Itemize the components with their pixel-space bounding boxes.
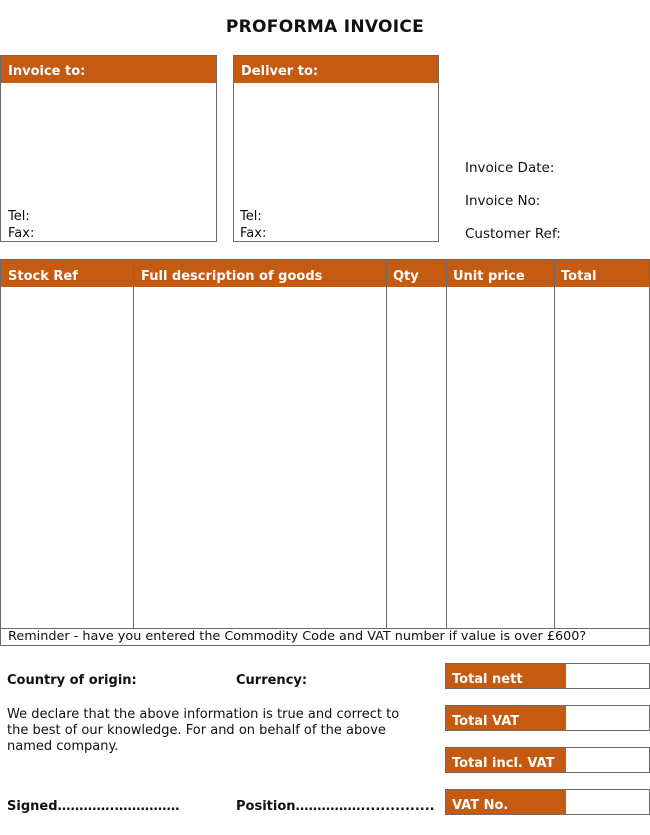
goods-table xyxy=(0,259,650,646)
column-divider xyxy=(386,260,387,628)
deliver-to-header: Deliver to: xyxy=(234,56,438,83)
page-title: PROFORMA INVOICE xyxy=(225,17,425,37)
column-header-unit-price: Unit price xyxy=(453,269,525,284)
invoice-to-box xyxy=(0,55,217,242)
signed-label: Signed………….…………… xyxy=(7,799,180,814)
declaration-text: We declare that the above information is true and correct to the best of our knowledge. For and on behalf of the above named company. xyxy=(7,707,400,754)
total-nett-label: Total nett xyxy=(446,664,566,688)
currency-label: Currency: xyxy=(236,673,308,688)
total-incl-vat-row xyxy=(445,747,650,773)
column-divider xyxy=(133,260,134,628)
column-header-description: Full description of goods xyxy=(141,269,323,284)
column-divider xyxy=(446,260,447,628)
deliver-to-box xyxy=(233,55,439,242)
country-of-origin-label: Country of origin: xyxy=(7,673,137,688)
total-nett-row xyxy=(445,663,650,689)
column-divider xyxy=(554,260,555,628)
total-vat-row xyxy=(445,705,650,731)
position-label: Position……………............... xyxy=(236,799,435,814)
vat-number-row xyxy=(445,789,650,815)
total-incl-vat-label: Total incl. VAT xyxy=(446,748,566,772)
invoice-number-label: Invoice No: xyxy=(465,193,541,209)
table-header-row xyxy=(1,260,649,287)
invoice-to-fax-label: Fax: xyxy=(8,226,35,241)
reminder-text: Reminder - have you entered the Commodity Code and VAT number if value is over £600? xyxy=(8,629,587,644)
customer-ref-label: Customer Ref: xyxy=(465,226,561,242)
invoice-to-tel-label: Tel: xyxy=(8,209,30,224)
deliver-to-tel-label: Tel: xyxy=(240,209,262,224)
vat-number-label: VAT No. xyxy=(446,790,566,814)
invoice-date-label: Invoice Date: xyxy=(465,160,555,176)
column-header-total: Total xyxy=(561,269,597,284)
column-header-stock-ref: Stock Ref xyxy=(8,269,78,284)
invoice-to-header: Invoice to: xyxy=(1,56,216,83)
column-header-qty: Qty xyxy=(393,269,419,284)
deliver-to-fax-label: Fax: xyxy=(240,226,267,241)
total-vat-label: Total VAT xyxy=(446,706,566,730)
